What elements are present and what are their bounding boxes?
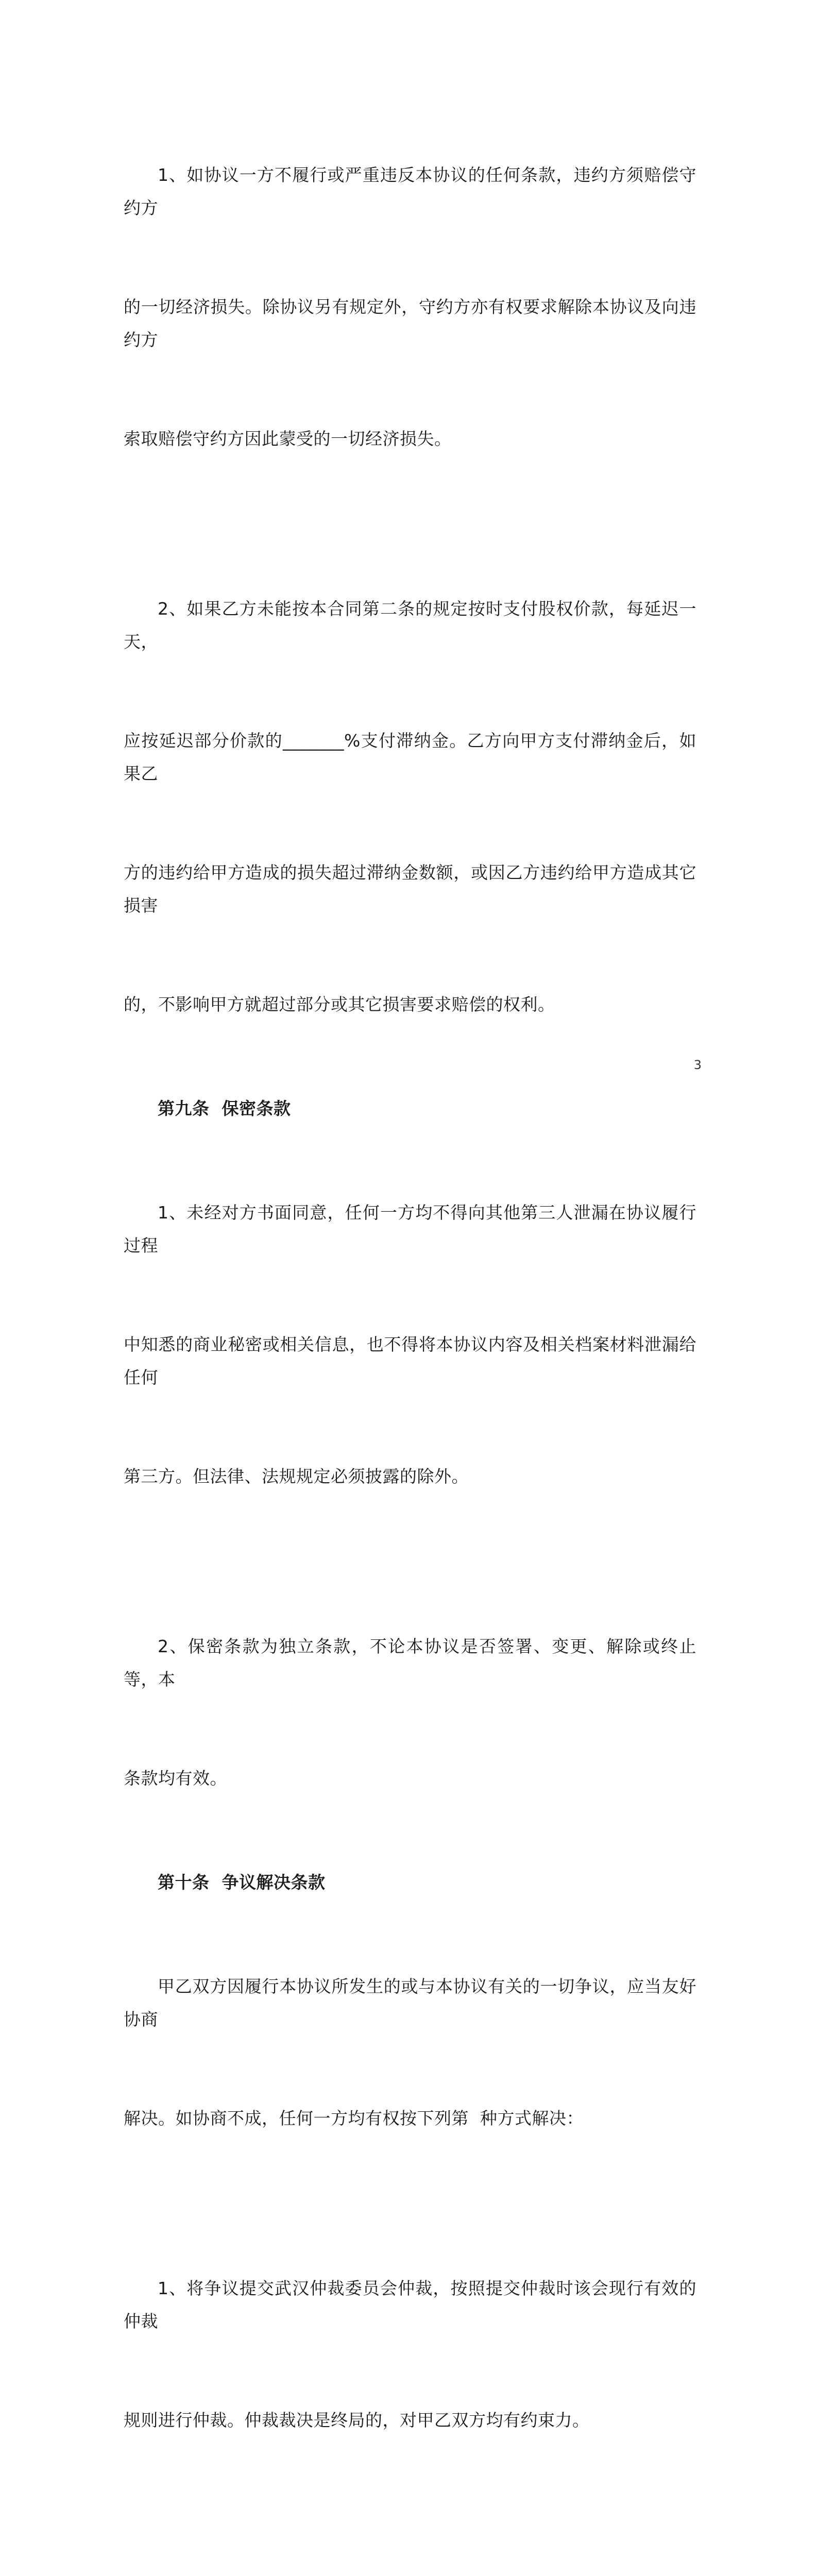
text-line: 中知悉的商业秘密或相关信息，也不得将本协议内容及相关档案材料泄漏给任何: [124, 1334, 696, 1387]
section-heading-dispute: 第十条 争议解决条款: [158, 1872, 326, 1892]
text-line: 1、将争议提交武汉仲裁委员会仲裁，按照提交仲裁时该会现行有效的仲裁: [124, 2278, 696, 2331]
text-line: 条款均有效。: [124, 1768, 227, 1788]
text-line: 甲乙双方因履行本协议所发生的或与本协议有关的一切争议，应当友好协商: [124, 1976, 696, 2029]
text-line: 1、如协议一方不履行或严重违反本协议的任何条款，违约方须赔偿守约方: [124, 165, 696, 218]
text-line: 第三方。但法律、法规规定必须披露的除外。: [124, 1466, 469, 1486]
text-line: 索取赔偿守约方因此蒙受的一切经济损失。: [124, 429, 452, 449]
paragraph-confidentiality-2: [124, 1564, 696, 1861]
document-body: [124, 93, 696, 2576]
text-line: 2、如果乙方未能按本合同第二条的规定按时支付股权价款，每延迟一天，: [124, 599, 696, 652]
paragraph-confidentiality-1: [124, 1130, 696, 1559]
paragraph-breach-2: [124, 527, 696, 1087]
paragraph-dispute-1: [124, 2206, 696, 2503]
page-number: 3: [693, 1058, 702, 1072]
text-line: 方的违约给甲方造成的损失超过滞纳金数额，或因乙方违约给甲方造成其它损害: [124, 862, 696, 916]
text-line: [124, 2574, 696, 2576]
text-line: 2、保密条款为独立条款，不论本协议是否签署、变更、解除或终止等，本: [124, 1636, 696, 1689]
text-line: 的，不影响甲方就超过部分或其它损害要求赔偿的权利。: [124, 994, 555, 1014]
paragraph-dispute-2: [124, 2508, 696, 2576]
paragraph-breach-1: [124, 93, 696, 521]
text-line: 应按延迟部分价款的_______%支付滞纳金。乙方向甲方支付滞纳金后，如果乙: [124, 731, 696, 784]
text-line: 的一切经济损失。除协议另有规定外，守约方亦有权要求解除本协议及向违约方: [124, 297, 696, 350]
section-heading-confidentiality: 第九条 保密条款: [158, 1098, 291, 1118]
text-line: 规则进行仲裁。仲裁裁决是终局的，对甲乙双方均有约束力。: [124, 2410, 590, 2430]
text-line: 解决。如协商不成，任何一方均有权按下列第 种方式解决：: [124, 2108, 584, 2128]
text-line: 1、未经对方书面同意，任何一方均不得向其他第三人泄漏在协议履行过程: [124, 1202, 696, 1256]
paragraph-dispute-intro: [124, 1904, 696, 2201]
